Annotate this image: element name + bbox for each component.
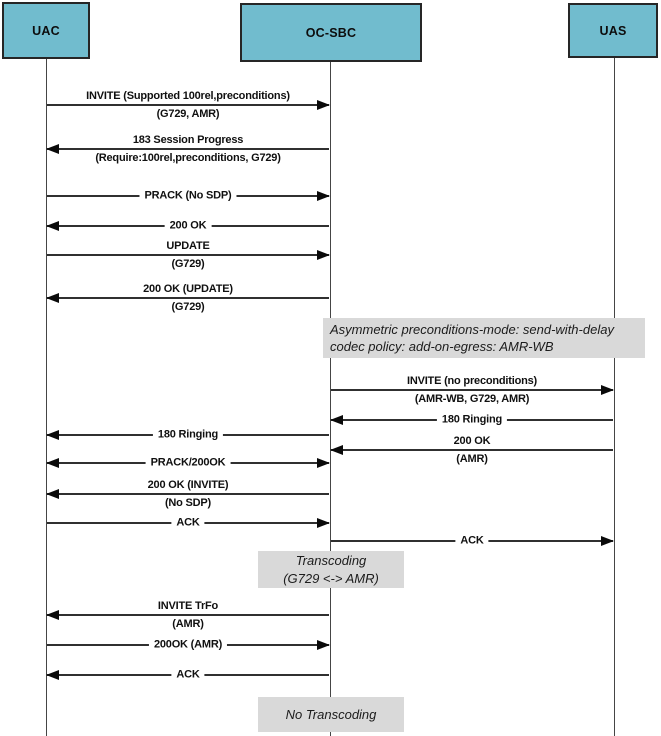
- note-line: (G729 <-> AMR): [283, 570, 379, 586]
- note-line: Asymmetric preconditions-mode: send-with-delay: [330, 321, 614, 337]
- message-line: [47, 148, 329, 150]
- message-label: PRACK (No SDP): [139, 190, 236, 203]
- message-label: 200OK (AMR): [149, 639, 227, 652]
- note: [323, 318, 645, 358]
- message-sublabel: (Require:100rel,preconditions, G729): [95, 152, 281, 164]
- message: [46, 447, 330, 481]
- message-sublabel: (G729, AMR): [156, 108, 220, 120]
- message: [46, 599, 330, 633]
- arrowhead-right-icon: [601, 536, 614, 546]
- message-line: [331, 449, 613, 451]
- arrowhead-right-icon: [317, 458, 330, 468]
- note-line: codec policy: add-on-egress: AMR-WB: [330, 339, 554, 354]
- message-sublabel: (G729): [171, 258, 205, 270]
- message-label: UPDATE: [166, 240, 210, 252]
- message-sublabel: (AMR): [172, 618, 204, 630]
- participant-label: UAC: [32, 23, 60, 38]
- message-label: 183 Session Progress: [132, 134, 244, 146]
- message: [330, 404, 614, 438]
- message-line: [331, 389, 613, 391]
- message-label: 200 OK (INVITE): [147, 479, 229, 491]
- note: [258, 697, 404, 732]
- arrowhead-left-icon: [46, 458, 59, 468]
- participant-uas: [568, 3, 658, 58]
- note-line: Transcoding: [295, 553, 367, 568]
- message: [46, 180, 330, 214]
- message-label: ACK: [171, 669, 204, 682]
- message-label: INVITE (no preconditions): [406, 375, 538, 387]
- message-label: INVITE TrFo: [157, 600, 219, 612]
- message-label: 200 OK (UPDATE): [143, 283, 233, 295]
- message-sublabel: (No SDP): [164, 497, 212, 509]
- message: [46, 507, 330, 541]
- message-sublabel: (G729): [171, 301, 205, 313]
- message: [46, 239, 330, 273]
- participant-oc-sbc: [240, 3, 422, 62]
- participant-label: OC-SBC: [305, 25, 357, 40]
- message-line: [47, 614, 329, 616]
- message-label: INVITE (Supported 100rel,preconditions): [86, 90, 290, 102]
- message-line: [47, 297, 329, 299]
- arrowhead-left-icon: [330, 415, 343, 425]
- message-sublabel: (AMR): [456, 453, 488, 465]
- message: [46, 282, 330, 316]
- message-label: 200 OK: [453, 435, 491, 447]
- message-line: [47, 104, 329, 106]
- arrowhead-right-icon: [317, 518, 330, 528]
- message-line: [47, 493, 329, 495]
- message: [46, 133, 330, 167]
- message: [46, 89, 330, 123]
- note-line: No Transcoding: [285, 706, 377, 722]
- arrowhead-left-icon: [46, 430, 59, 440]
- message-label: 200 OK: [165, 220, 212, 233]
- message: [46, 659, 330, 693]
- participant-label: UAS: [599, 23, 627, 38]
- arrowhead-left-icon: [46, 221, 59, 231]
- message-label: ACK: [171, 517, 204, 530]
- message-label: 180 Ringing: [437, 414, 507, 427]
- arrowhead-right-icon: [317, 191, 330, 201]
- message-line: [47, 254, 329, 256]
- message: [330, 374, 614, 408]
- message-label: 180 Ringing: [153, 429, 223, 442]
- arrowhead-left-icon: [46, 670, 59, 680]
- message-sublabel: (AMR-WB, G729, AMR): [414, 393, 530, 405]
- message: [46, 629, 330, 663]
- message-label: PRACK/200OK: [146, 457, 231, 470]
- message: [330, 434, 614, 468]
- participant-uac: [2, 2, 90, 59]
- note: [258, 551, 404, 588]
- message-label: ACK: [455, 535, 488, 548]
- arrowhead-right-icon: [317, 640, 330, 650]
